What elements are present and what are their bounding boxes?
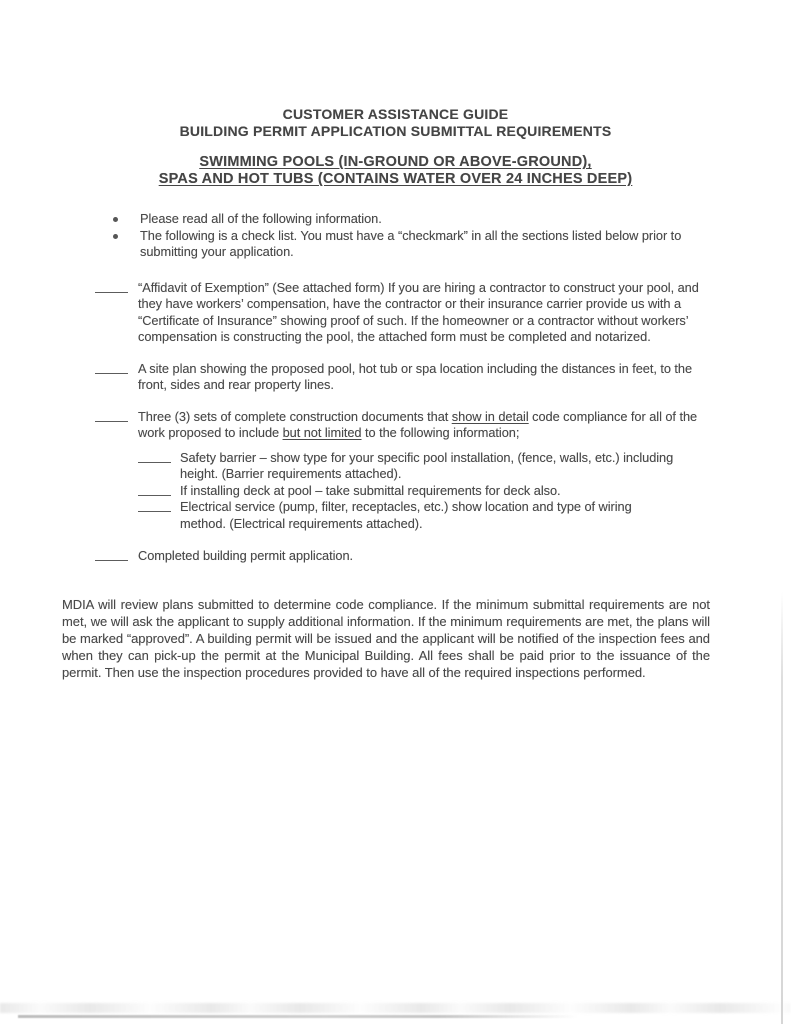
checkmark-blank-line — [138, 499, 171, 512]
checklist-item-text-part: to the following information; — [361, 425, 520, 440]
bullet-text: Please read all of the following information. — [140, 211, 382, 226]
sub-checklist-item-deck — [138, 483, 791, 500]
checklist-item-text: A site plan showing the proposed pool, hot tub or spa location including the distances in feet, to the front, sides and rear property lines. — [138, 360, 693, 392]
checklist-item-site-plan — [95, 361, 791, 394]
scan-artifact-line — [18, 1015, 578, 1018]
bullet-icon — [113, 234, 118, 239]
checklist-item-text: “Affidavit of Exemption” (See attached form) If you are hiring a contractor to construct your pool, and they have workers’ compensation, have the contractor or their insurance carrier provide us with a “Certificate of Insurance” showing proof of such. If the homeowner or a contractor without workers’ compensation is constructing the pool, the attached form must be completed and notarized. — [138, 279, 699, 344]
checklist-item-text — [138, 409, 716, 442]
document-header — [0, 0, 791, 188]
underlined-phrase: but not limited — [282, 425, 362, 440]
checklist-item-text-part: code compliance for all of the work proposed to include — [138, 408, 698, 440]
checklist-item-construction-documents — [95, 409, 791, 442]
document-subtitle — [0, 154, 791, 188]
checklist-item-text: Completed building permit application. — [138, 548, 354, 563]
sub-checklist-item-text: If installing deck at pool – take submittal requirements for deck also. — [180, 482, 561, 498]
checkmark-blank-line — [95, 361, 128, 374]
checkmark-blank-line — [138, 450, 171, 463]
checklist-item-permit-application — [95, 548, 791, 565]
checkmark-blank-line — [95, 548, 128, 561]
checkmark-blank-line — [138, 483, 171, 496]
document-subtitle-line-1: SWIMMING POOLS (IN-GROUND OR ABOVE-GROUND), — [199, 154, 592, 170]
closing-paragraph: MDIA will review plans submitted to determine code compliance. If the minimum submittal requirements are not met, we will ask the applicant to supply additional information. If the minimum requirements are met, the plans will be marked “approved”. A building permit will be issued and the applicant will be notified of the inspection fees and when they can pick-up the permit at the Municipal Building. All fees shall be paid prior to the issuance of the permit. Then use the inspection procedures provided to have all of the required inspections performed. — [62, 596, 710, 681]
document-subtitle-line-2: SPAS AND HOT TUBS (CONTAINS WATER OVER 24 INCHES DEEP) — [158, 171, 633, 187]
bullet-text: The following is a check list. You must have a “checkmark” in all the sections listed below prior to submitting your application. — [140, 227, 682, 259]
sub-checklist — [0, 450, 791, 533]
document-title-line-2: BUILDING PERMIT APPLICATION SUBMITTAL REQUIREMENTS — [179, 122, 612, 139]
sub-checklist-item-text: Electrical service (pump, filter, receptacles, etc.) show location and type of wiring method. (Electrical requirements attached). — [180, 499, 632, 531]
bullet-icon — [113, 217, 118, 222]
document-title-line-1: CUSTOMER ASSISTANCE GUIDE — [282, 106, 509, 122]
checklist-item-text-part: Three (3) sets of complete construction documents that — [138, 408, 452, 424]
list-item — [113, 211, 698, 228]
checkmark-blank-line — [95, 409, 128, 422]
sub-checklist-item-electrical — [138, 499, 791, 532]
underlined-phrase: show in detail — [451, 408, 529, 424]
sub-checklist-item-safety-barrier — [138, 450, 791, 483]
checkmark-blank-line — [95, 280, 128, 293]
list-item — [113, 228, 698, 261]
sub-checklist-item-text: Safety barrier – show type for your specific pool installation, (fence, walls, etc.) including height. (Barrier requirements attached). — [180, 449, 674, 481]
checklist-item-affidavit — [95, 280, 791, 346]
intro-bullet-list — [0, 211, 791, 261]
scan-artifact-band — [0, 1003, 791, 1013]
scan-artifact-right-edge — [781, 592, 783, 1024]
checklist — [0, 280, 791, 565]
